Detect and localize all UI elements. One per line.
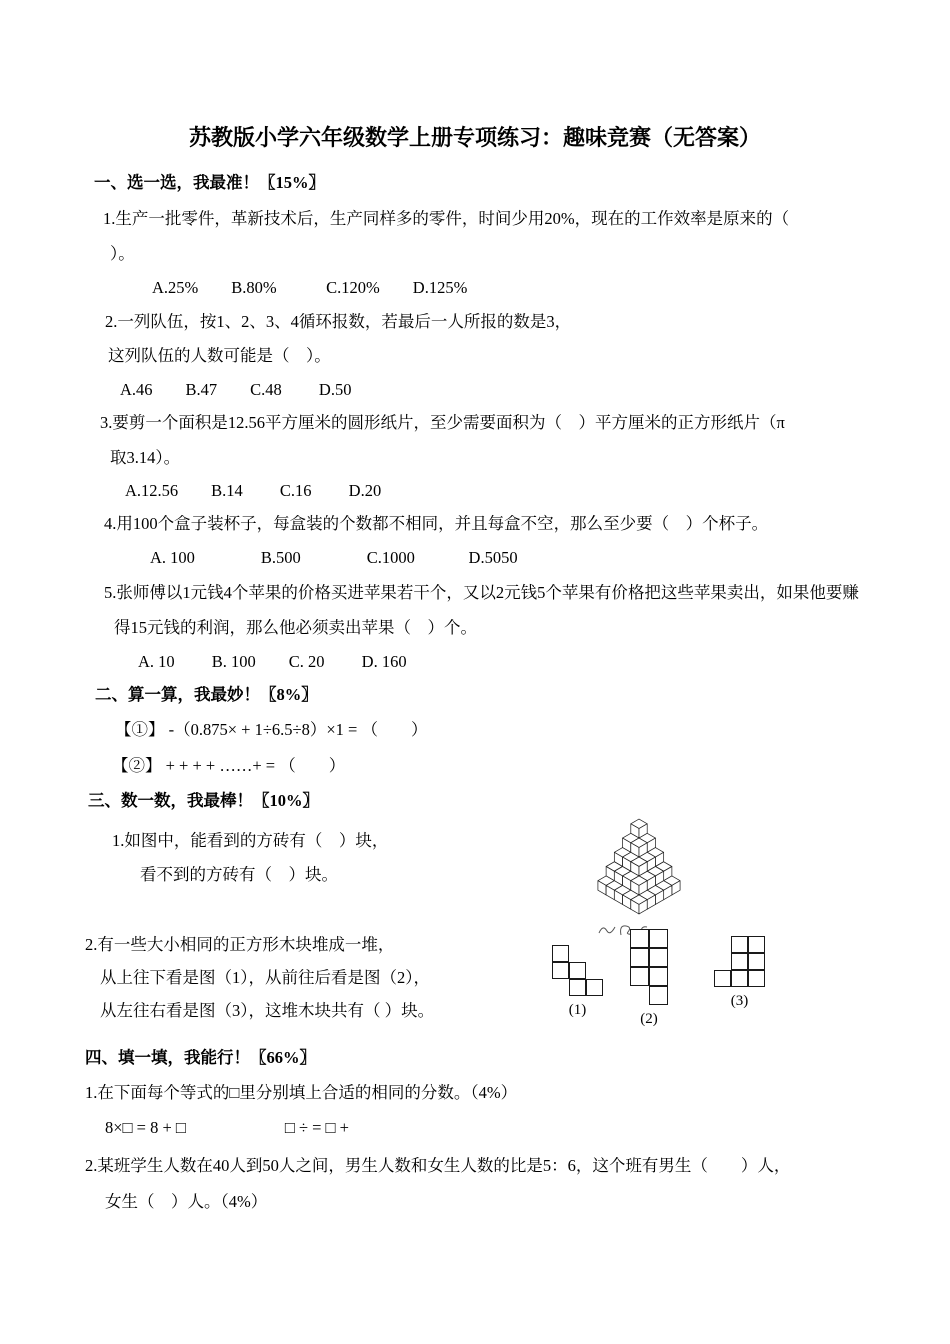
text-line: 从上往下看是图（1），从前往后看是图（2）， [100,968,430,987]
grid-cell [748,970,765,987]
section-heading: 一、选一选，我最准！〖15%〗 [94,173,325,192]
grid-cell [630,929,649,948]
cube-pyramid-figure [596,818,682,915]
text-line: 女生（ ）人。（4%） [105,1192,268,1211]
text-line: A.12.56 B.14 C.16 D.20 [125,481,382,500]
text-line: 5.张师傅以1元钱4个苹果的价格买进苹果若干个，又以2元钱5个苹果有价格把这些苹果卖出，如果他要赚 [104,583,859,602]
grid-cell [630,948,649,967]
text-line: A.25% B.80% C.120% D.125% [152,278,468,297]
text-line: 3.要剪一个面积是12.56平方厘米的圆形纸片，至少需要面积为（ ）平方厘米的正方形纸片（π [100,413,785,432]
text-line: 得15元钱的利润，那么他必须卖出苹果（ ）个。 [114,618,477,637]
page-title: 苏教版小学六年级数学上册专项练习：趣味竞赛（无答案） [188,125,761,150]
figure-label: (1) [568,1002,587,1018]
text-line: 取3.14）。 [110,448,181,467]
grid-cell [569,962,586,979]
text-line: 8×□ = 8 + □ □ ÷ = □ + [105,1118,349,1137]
text-line: 从左往右看是图（3），这堆木块共有（ ）块。 [100,1001,435,1020]
text-line: 2.一列队伍，按1、2、3、4循环报数，若最后一人所报的数是3， [105,312,572,331]
grid-cell [552,962,569,979]
text-line: 看不到的方砖有（ ）块。 [140,865,338,884]
grid-cell [748,953,765,970]
text-line: 1.如图中，能看到的方砖有（ ）块， [112,831,389,850]
text-line: 1.在下面每个等式的□里分别填上合适的相同的分数。（4%） [85,1083,518,1102]
text-line: 【②】 + + + + ……+ = （ ） [112,756,346,775]
grid-cell [569,979,586,996]
grid-cell [714,970,731,987]
figure-label: (2) [640,1011,658,1027]
grid-cell [649,967,668,986]
grid-cell [731,936,748,953]
text-line: 4.用100个盒子装杯子，每盒装的个数都不相同，并且每盒不空，那么至少要（ ）个杯子。 [104,514,769,533]
grid-cell [649,986,668,1005]
text-line: A.46 B.47 C.48 D.50 [120,380,352,399]
section-heading: 二、算一算，我最妙！〖8%〗 [95,685,318,704]
section-heading: 三、数一数，我最棒！〖10%〗 [88,791,319,810]
text-line: 1.生产一批零件，革新技术后，生产同样多的零件，时间少用20%，现在的工作效率是原来的（ [103,209,790,228]
grid-cell [649,929,668,948]
section-heading: 四、填一填，我能行！〖66%〗 [85,1048,316,1067]
text-line: A. 100 B.500 C.1000 D.5050 [150,548,518,567]
text-line: 这列队伍的人数可能是（ ）。 [108,346,331,365]
text-line: A. 10 B. 100 C. 20 D. 160 [138,652,407,671]
grid-cell [748,936,765,953]
figure-label: (3) [730,993,749,1009]
text-line: 【①】 -（0.875× + 1÷6.5÷8）×1 = （ ） [115,720,428,739]
grid-cell [731,953,748,970]
grid-cell [731,970,748,987]
grid-cell [552,945,569,962]
grid-cell [649,948,668,967]
grid-cell [586,979,603,996]
text-line: 2.某班学生人数在40人到50人之间，男生人数和女生人数的比是5：6，这个班有男生（ ）人， [85,1156,791,1175]
text-line: ）。 [110,244,135,263]
grid-cell [630,967,649,986]
text-line: 2.有一些大小相同的正方形木块堆成一堆， [85,935,395,954]
